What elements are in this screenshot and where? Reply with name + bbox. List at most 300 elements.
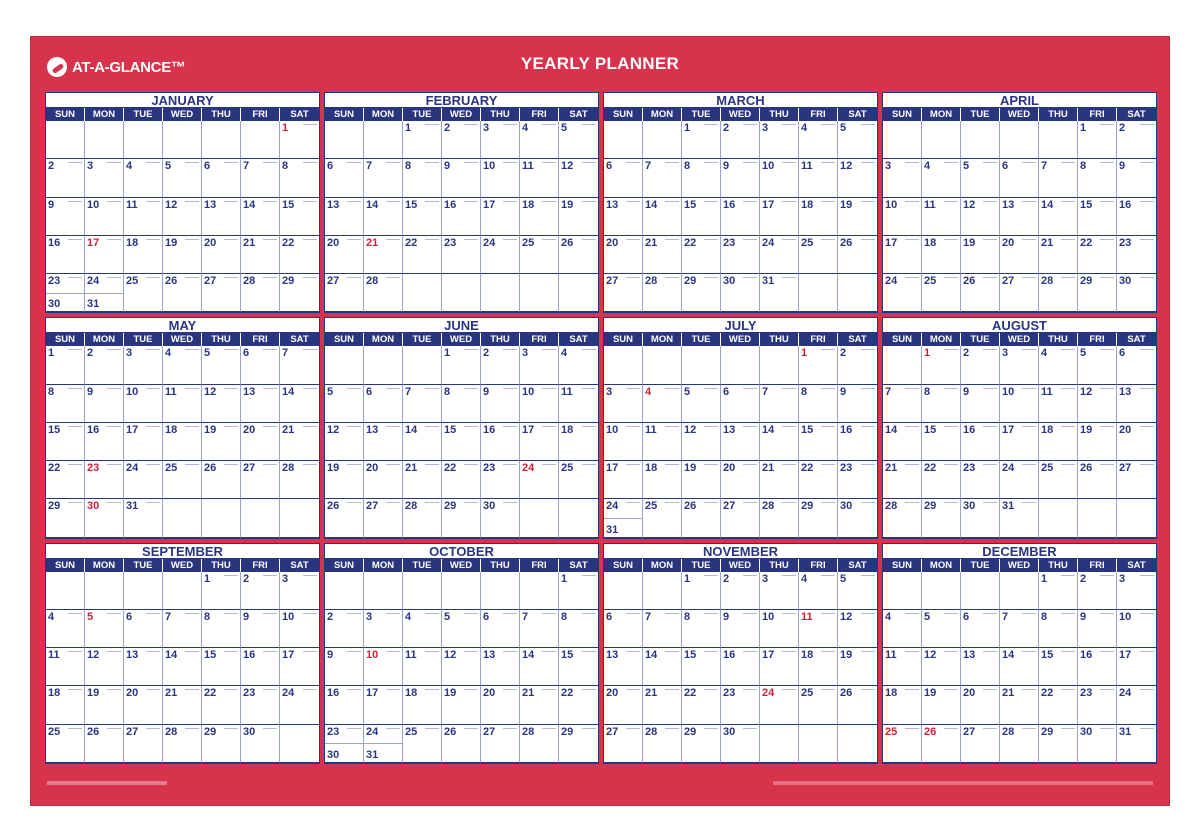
day-cell[interactable] bbox=[1078, 461, 1117, 499]
day-cell[interactable] bbox=[481, 236, 520, 274]
day-cell[interactable] bbox=[721, 121, 760, 159]
day-cell[interactable] bbox=[721, 610, 760, 648]
day-cell[interactable] bbox=[1000, 725, 1039, 763]
day-cell[interactable] bbox=[1039, 236, 1078, 274]
day-cell[interactable] bbox=[46, 648, 85, 686]
day-cell[interactable] bbox=[364, 725, 403, 763]
day-cell[interactable] bbox=[241, 572, 280, 610]
day-cell[interactable] bbox=[760, 385, 799, 423]
day-cell[interactable] bbox=[838, 198, 877, 236]
day-cell[interactable] bbox=[799, 346, 838, 384]
day-cell[interactable] bbox=[559, 121, 598, 159]
day-cell[interactable] bbox=[1039, 648, 1078, 686]
day-cell[interactable] bbox=[922, 159, 961, 197]
day-cell[interactable] bbox=[280, 236, 319, 274]
day-cell[interactable] bbox=[1078, 198, 1117, 236]
day-cell[interactable] bbox=[1117, 346, 1156, 384]
day-cell[interactable] bbox=[280, 274, 319, 312]
day-cell[interactable] bbox=[643, 121, 682, 159]
day-cell[interactable] bbox=[46, 346, 85, 384]
day-cell[interactable] bbox=[883, 385, 922, 423]
day-cell[interactable] bbox=[442, 159, 481, 197]
day-cell[interactable] bbox=[481, 121, 520, 159]
day-cell[interactable] bbox=[682, 610, 721, 648]
day-cell[interactable] bbox=[481, 725, 520, 763]
day-cell[interactable] bbox=[202, 499, 241, 537]
day-cell[interactable] bbox=[1078, 346, 1117, 384]
day-cell[interactable] bbox=[85, 686, 124, 724]
day-cell[interactable] bbox=[85, 385, 124, 423]
day-cell[interactable] bbox=[838, 686, 877, 724]
day-cell[interactable] bbox=[124, 385, 163, 423]
day-cell[interactable] bbox=[520, 572, 559, 610]
day-cell[interactable] bbox=[85, 423, 124, 461]
day-cell[interactable] bbox=[163, 198, 202, 236]
day-cell[interactable] bbox=[325, 499, 364, 537]
day-cell[interactable] bbox=[922, 725, 961, 763]
day-cell[interactable] bbox=[799, 499, 838, 537]
day-cell[interactable] bbox=[604, 572, 643, 610]
day-cell[interactable] bbox=[364, 121, 403, 159]
day-cell[interactable] bbox=[481, 385, 520, 423]
day-cell[interactable] bbox=[163, 725, 202, 763]
day-cell[interactable] bbox=[442, 423, 481, 461]
day-cell[interactable] bbox=[838, 648, 877, 686]
day-cell[interactable] bbox=[481, 572, 520, 610]
day-cell[interactable] bbox=[202, 648, 241, 686]
day-cell[interactable] bbox=[922, 121, 961, 159]
day-cell[interactable] bbox=[241, 198, 280, 236]
day-cell[interactable] bbox=[124, 461, 163, 499]
day-cell[interactable] bbox=[280, 159, 319, 197]
day-cell[interactable] bbox=[1078, 423, 1117, 461]
day-cell[interactable] bbox=[202, 236, 241, 274]
day-cell[interactable] bbox=[1117, 572, 1156, 610]
day-cell[interactable] bbox=[124, 423, 163, 461]
day-cell[interactable] bbox=[124, 648, 163, 686]
day-cell[interactable] bbox=[961, 274, 1000, 312]
day-cell[interactable] bbox=[559, 198, 598, 236]
day-cell[interactable] bbox=[1039, 725, 1078, 763]
day-cell[interactable] bbox=[280, 385, 319, 423]
day-cell[interactable] bbox=[838, 572, 877, 610]
day-cell[interactable] bbox=[883, 121, 922, 159]
day-cell[interactable] bbox=[1117, 610, 1156, 648]
day-cell[interactable] bbox=[1039, 121, 1078, 159]
day-cell[interactable] bbox=[838, 610, 877, 648]
day-cell[interactable] bbox=[85, 572, 124, 610]
day-cell[interactable] bbox=[403, 461, 442, 499]
day-cell[interactable] bbox=[1000, 572, 1039, 610]
day-cell[interactable] bbox=[481, 159, 520, 197]
day-cell[interactable] bbox=[682, 385, 721, 423]
day-cell[interactable] bbox=[643, 274, 682, 312]
day-cell[interactable] bbox=[241, 423, 280, 461]
day-cell[interactable] bbox=[163, 346, 202, 384]
day-cell[interactable] bbox=[883, 648, 922, 686]
day-cell[interactable] bbox=[682, 648, 721, 686]
day-cell[interactable] bbox=[760, 159, 799, 197]
day-cell[interactable] bbox=[124, 725, 163, 763]
day-cell[interactable] bbox=[163, 274, 202, 312]
day-cell[interactable] bbox=[559, 159, 598, 197]
day-cell[interactable] bbox=[922, 610, 961, 648]
day-cell[interactable] bbox=[1078, 236, 1117, 274]
day-cell[interactable] bbox=[85, 499, 124, 537]
day-cell[interactable] bbox=[559, 686, 598, 724]
day-cell[interactable] bbox=[1078, 499, 1117, 537]
day-cell[interactable] bbox=[280, 686, 319, 724]
day-cell[interactable] bbox=[403, 610, 442, 648]
day-cell[interactable] bbox=[1039, 572, 1078, 610]
day-cell[interactable] bbox=[721, 385, 760, 423]
day-cell[interactable] bbox=[961, 121, 1000, 159]
day-cell[interactable] bbox=[1000, 159, 1039, 197]
day-cell[interactable] bbox=[1039, 385, 1078, 423]
day-cell[interactable] bbox=[442, 385, 481, 423]
day-cell[interactable] bbox=[604, 236, 643, 274]
day-cell[interactable] bbox=[682, 346, 721, 384]
day-cell[interactable] bbox=[241, 236, 280, 274]
day-cell[interactable] bbox=[163, 236, 202, 274]
day-cell[interactable] bbox=[403, 725, 442, 763]
day-cell[interactable] bbox=[280, 648, 319, 686]
day-cell[interactable] bbox=[520, 725, 559, 763]
day-cell[interactable] bbox=[481, 610, 520, 648]
day-cell[interactable] bbox=[721, 423, 760, 461]
day-cell[interactable] bbox=[163, 610, 202, 648]
day-cell[interactable] bbox=[520, 686, 559, 724]
day-cell[interactable] bbox=[1078, 610, 1117, 648]
day-cell[interactable] bbox=[682, 198, 721, 236]
day-cell[interactable] bbox=[1078, 121, 1117, 159]
day-cell[interactable] bbox=[760, 461, 799, 499]
day-cell[interactable] bbox=[85, 121, 124, 159]
day-cell[interactable] bbox=[1117, 499, 1156, 537]
day-cell[interactable] bbox=[403, 346, 442, 384]
day-cell[interactable] bbox=[961, 686, 1000, 724]
day-cell[interactable] bbox=[922, 423, 961, 461]
day-cell[interactable] bbox=[721, 274, 760, 312]
day-cell[interactable] bbox=[643, 236, 682, 274]
day-cell[interactable] bbox=[520, 423, 559, 461]
day-cell[interactable] bbox=[760, 610, 799, 648]
day-cell[interactable] bbox=[682, 461, 721, 499]
day-cell[interactable] bbox=[799, 572, 838, 610]
day-cell[interactable] bbox=[520, 198, 559, 236]
day-cell[interactable] bbox=[559, 499, 598, 537]
day-cell[interactable] bbox=[559, 725, 598, 763]
day-cell[interactable] bbox=[643, 725, 682, 763]
day-cell[interactable] bbox=[838, 385, 877, 423]
day-cell[interactable] bbox=[721, 499, 760, 537]
day-cell[interactable] bbox=[604, 423, 643, 461]
day-cell[interactable] bbox=[721, 686, 760, 724]
day-cell[interactable] bbox=[85, 346, 124, 384]
day-cell[interactable] bbox=[604, 499, 643, 537]
day-cell[interactable] bbox=[325, 686, 364, 724]
day-cell[interactable] bbox=[481, 686, 520, 724]
day-cell[interactable] bbox=[760, 236, 799, 274]
day-cell[interactable] bbox=[520, 648, 559, 686]
day-cell[interactable] bbox=[1117, 686, 1156, 724]
day-cell[interactable] bbox=[1117, 274, 1156, 312]
day-cell[interactable] bbox=[46, 499, 85, 537]
day-cell[interactable] bbox=[838, 346, 877, 384]
day-cell[interactable] bbox=[442, 499, 481, 537]
day-cell[interactable] bbox=[481, 461, 520, 499]
day-cell[interactable] bbox=[481, 499, 520, 537]
day-cell[interactable] bbox=[442, 572, 481, 610]
day-cell[interactable] bbox=[1039, 159, 1078, 197]
day-cell[interactable] bbox=[559, 461, 598, 499]
day-cell[interactable] bbox=[481, 274, 520, 312]
day-cell[interactable] bbox=[1117, 385, 1156, 423]
day-cell[interactable] bbox=[682, 725, 721, 763]
day-cell[interactable] bbox=[559, 346, 598, 384]
day-cell[interactable] bbox=[325, 346, 364, 384]
day-cell[interactable] bbox=[883, 686, 922, 724]
day-cell[interactable] bbox=[202, 572, 241, 610]
day-cell[interactable] bbox=[124, 121, 163, 159]
day-cell[interactable] bbox=[325, 198, 364, 236]
day-cell[interactable] bbox=[202, 423, 241, 461]
day-cell[interactable] bbox=[241, 385, 280, 423]
day-cell[interactable] bbox=[364, 423, 403, 461]
day-cell[interactable] bbox=[961, 610, 1000, 648]
day-cell[interactable] bbox=[838, 274, 877, 312]
day-cell[interactable] bbox=[1000, 461, 1039, 499]
day-cell[interactable] bbox=[1000, 236, 1039, 274]
day-cell[interactable] bbox=[46, 423, 85, 461]
day-cell[interactable] bbox=[682, 159, 721, 197]
day-cell[interactable] bbox=[520, 610, 559, 648]
day-cell[interactable] bbox=[721, 725, 760, 763]
day-cell[interactable] bbox=[922, 385, 961, 423]
day-cell[interactable] bbox=[124, 159, 163, 197]
day-cell[interactable] bbox=[883, 461, 922, 499]
day-cell[interactable] bbox=[682, 236, 721, 274]
day-cell[interactable] bbox=[604, 725, 643, 763]
day-cell[interactable] bbox=[163, 159, 202, 197]
day-cell[interactable] bbox=[280, 499, 319, 537]
day-cell[interactable] bbox=[838, 159, 877, 197]
day-cell[interactable] bbox=[46, 198, 85, 236]
day-cell[interactable] bbox=[1117, 236, 1156, 274]
day-cell[interactable] bbox=[1000, 198, 1039, 236]
day-cell[interactable] bbox=[202, 385, 241, 423]
day-cell[interactable] bbox=[799, 423, 838, 461]
day-cell[interactable] bbox=[682, 423, 721, 461]
day-cell[interactable] bbox=[520, 121, 559, 159]
day-cell[interactable] bbox=[559, 385, 598, 423]
day-cell[interactable] bbox=[922, 648, 961, 686]
day-cell[interactable] bbox=[961, 198, 1000, 236]
day-cell[interactable] bbox=[1078, 648, 1117, 686]
day-cell[interactable] bbox=[1000, 346, 1039, 384]
day-cell[interactable] bbox=[799, 461, 838, 499]
day-cell[interactable] bbox=[124, 346, 163, 384]
day-cell[interactable] bbox=[46, 610, 85, 648]
day-cell[interactable] bbox=[604, 121, 643, 159]
day-cell[interactable] bbox=[520, 346, 559, 384]
day-cell[interactable] bbox=[520, 274, 559, 312]
day-cell[interactable] bbox=[280, 610, 319, 648]
day-cell[interactable] bbox=[721, 346, 760, 384]
day-cell[interactable] bbox=[961, 572, 1000, 610]
day-cell[interactable] bbox=[760, 499, 799, 537]
day-cell[interactable] bbox=[403, 274, 442, 312]
day-cell[interactable] bbox=[682, 572, 721, 610]
day-cell[interactable] bbox=[241, 346, 280, 384]
day-cell[interactable] bbox=[241, 461, 280, 499]
day-cell[interactable] bbox=[643, 499, 682, 537]
day-cell[interactable] bbox=[760, 274, 799, 312]
day-cell[interactable] bbox=[883, 499, 922, 537]
day-cell[interactable] bbox=[559, 236, 598, 274]
day-cell[interactable] bbox=[721, 461, 760, 499]
day-cell[interactable] bbox=[403, 121, 442, 159]
day-cell[interactable] bbox=[202, 121, 241, 159]
day-cell[interactable] bbox=[442, 346, 481, 384]
day-cell[interactable] bbox=[46, 121, 85, 159]
day-cell[interactable] bbox=[799, 610, 838, 648]
day-cell[interactable] bbox=[481, 346, 520, 384]
day-cell[interactable] bbox=[403, 159, 442, 197]
day-cell[interactable] bbox=[163, 686, 202, 724]
day-cell[interactable] bbox=[124, 236, 163, 274]
day-cell[interactable] bbox=[124, 198, 163, 236]
day-cell[interactable] bbox=[163, 121, 202, 159]
day-cell[interactable] bbox=[922, 461, 961, 499]
day-cell[interactable] bbox=[202, 198, 241, 236]
day-cell[interactable] bbox=[760, 346, 799, 384]
day-cell[interactable] bbox=[922, 198, 961, 236]
day-cell[interactable] bbox=[643, 346, 682, 384]
day-cell[interactable] bbox=[241, 121, 280, 159]
day-cell[interactable] bbox=[442, 686, 481, 724]
day-cell[interactable] bbox=[1078, 686, 1117, 724]
day-cell[interactable] bbox=[883, 198, 922, 236]
day-cell[interactable] bbox=[325, 121, 364, 159]
day-cell[interactable] bbox=[643, 159, 682, 197]
day-cell[interactable] bbox=[1117, 198, 1156, 236]
day-cell[interactable] bbox=[403, 572, 442, 610]
day-cell[interactable] bbox=[325, 423, 364, 461]
day-cell[interactable] bbox=[559, 648, 598, 686]
day-cell[interactable] bbox=[961, 236, 1000, 274]
day-cell[interactable] bbox=[202, 159, 241, 197]
day-cell[interactable] bbox=[883, 725, 922, 763]
day-cell[interactable] bbox=[202, 725, 241, 763]
day-cell[interactable] bbox=[1117, 121, 1156, 159]
day-cell[interactable] bbox=[883, 610, 922, 648]
day-cell[interactable] bbox=[325, 236, 364, 274]
day-cell[interactable] bbox=[1039, 346, 1078, 384]
day-cell[interactable] bbox=[721, 572, 760, 610]
day-cell[interactable] bbox=[46, 725, 85, 763]
day-cell[interactable] bbox=[520, 159, 559, 197]
day-cell[interactable] bbox=[922, 346, 961, 384]
day-cell[interactable] bbox=[85, 725, 124, 763]
day-cell[interactable] bbox=[643, 572, 682, 610]
day-cell[interactable] bbox=[1078, 385, 1117, 423]
day-cell[interactable] bbox=[838, 121, 877, 159]
day-cell[interactable] bbox=[46, 686, 85, 724]
day-cell[interactable] bbox=[1000, 686, 1039, 724]
day-cell[interactable] bbox=[721, 236, 760, 274]
day-cell[interactable] bbox=[85, 461, 124, 499]
day-cell[interactable] bbox=[799, 121, 838, 159]
day-cell[interactable] bbox=[604, 274, 643, 312]
day-cell[interactable] bbox=[163, 572, 202, 610]
day-cell[interactable] bbox=[559, 572, 598, 610]
day-cell[interactable] bbox=[604, 610, 643, 648]
day-cell[interactable] bbox=[280, 572, 319, 610]
day-cell[interactable] bbox=[961, 725, 1000, 763]
day-cell[interactable] bbox=[1117, 461, 1156, 499]
day-cell[interactable] bbox=[325, 610, 364, 648]
day-cell[interactable] bbox=[85, 236, 124, 274]
day-cell[interactable] bbox=[838, 499, 877, 537]
day-cell[interactable] bbox=[838, 236, 877, 274]
day-cell[interactable] bbox=[241, 686, 280, 724]
day-cell[interactable] bbox=[442, 648, 481, 686]
day-cell[interactable] bbox=[280, 121, 319, 159]
day-cell[interactable] bbox=[163, 423, 202, 461]
day-cell[interactable] bbox=[922, 274, 961, 312]
day-cell[interactable] bbox=[682, 499, 721, 537]
day-cell[interactable] bbox=[364, 572, 403, 610]
day-cell[interactable] bbox=[799, 159, 838, 197]
day-cell[interactable] bbox=[520, 385, 559, 423]
day-cell[interactable] bbox=[682, 686, 721, 724]
day-cell[interactable] bbox=[202, 610, 241, 648]
day-cell[interactable] bbox=[799, 274, 838, 312]
day-cell[interactable] bbox=[1000, 499, 1039, 537]
day-cell[interactable] bbox=[46, 461, 85, 499]
day-cell[interactable] bbox=[403, 499, 442, 537]
day-cell[interactable] bbox=[799, 725, 838, 763]
day-cell[interactable] bbox=[1078, 274, 1117, 312]
day-cell[interactable] bbox=[1039, 610, 1078, 648]
day-cell[interactable] bbox=[1039, 686, 1078, 724]
day-cell[interactable] bbox=[961, 346, 1000, 384]
day-cell[interactable] bbox=[520, 236, 559, 274]
day-cell[interactable] bbox=[799, 198, 838, 236]
day-cell[interactable] bbox=[325, 572, 364, 610]
day-cell[interactable] bbox=[403, 648, 442, 686]
day-cell[interactable] bbox=[46, 572, 85, 610]
day-cell[interactable] bbox=[760, 423, 799, 461]
day-cell[interactable] bbox=[325, 385, 364, 423]
day-cell[interactable] bbox=[163, 648, 202, 686]
day-cell[interactable] bbox=[883, 572, 922, 610]
day-cell[interactable] bbox=[403, 385, 442, 423]
day-cell[interactable] bbox=[721, 198, 760, 236]
day-cell[interactable] bbox=[364, 499, 403, 537]
day-cell[interactable] bbox=[442, 461, 481, 499]
day-cell[interactable] bbox=[241, 499, 280, 537]
day-cell[interactable] bbox=[604, 385, 643, 423]
day-cell[interactable] bbox=[883, 346, 922, 384]
day-cell[interactable] bbox=[721, 648, 760, 686]
day-cell[interactable] bbox=[46, 159, 85, 197]
day-cell[interactable] bbox=[520, 499, 559, 537]
day-cell[interactable] bbox=[202, 274, 241, 312]
day-cell[interactable] bbox=[364, 686, 403, 724]
day-cell[interactable] bbox=[883, 423, 922, 461]
